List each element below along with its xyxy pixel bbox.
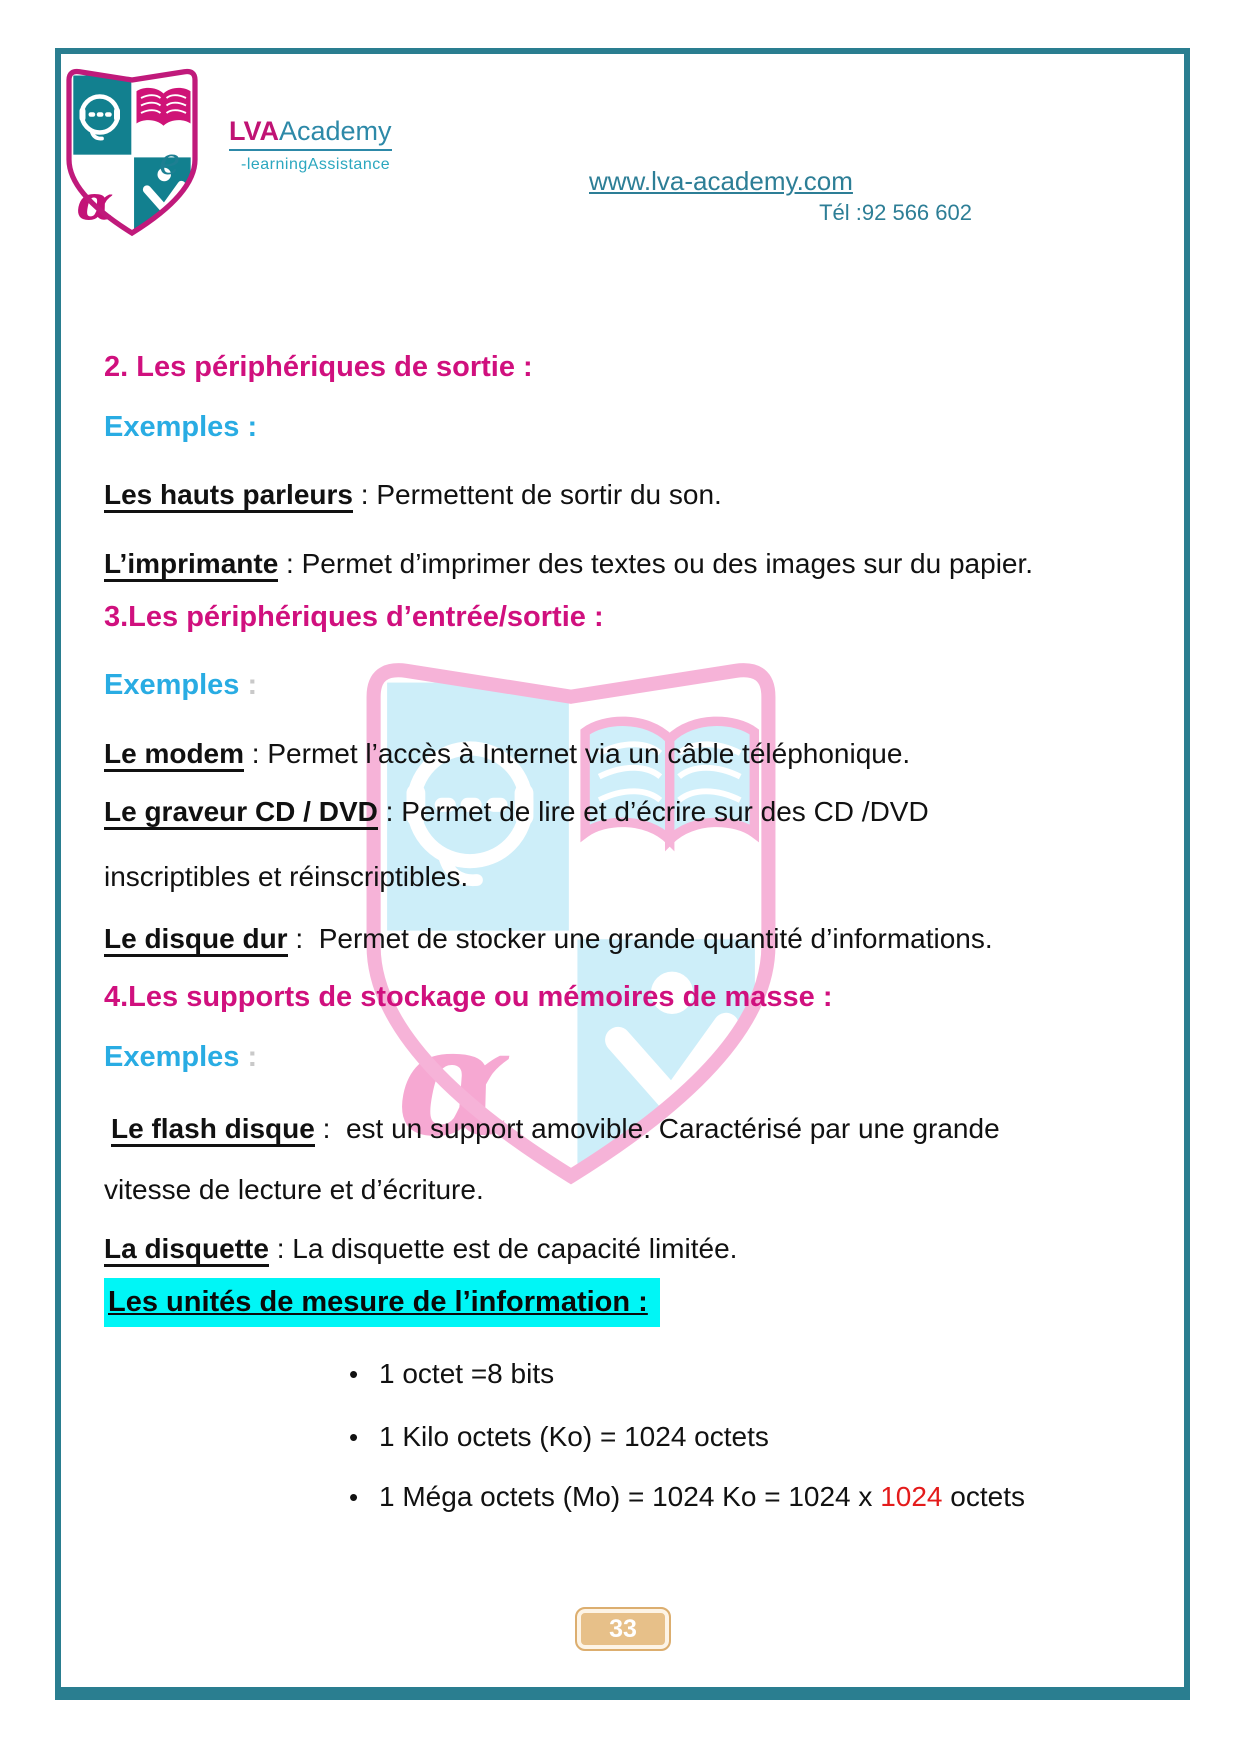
bullet-text: 1 octet =8 bits	[379, 1358, 555, 1389]
desc-floppy: : La disquette est de capacité limitée.	[268, 1233, 738, 1264]
bullet-octet	[349, 1358, 554, 1390]
heading-supports-stockage: 4.Les supports de stockage ou mémoires de masse :	[104, 981, 833, 1013]
desc-hdd: : Permet de stocker une grande quantité d’informations.	[287, 923, 993, 954]
bullet-text-red: 1024	[880, 1481, 943, 1512]
brand-e-script: e	[159, 142, 181, 183]
entry-floppy	[104, 1233, 737, 1265]
desc-flash: : est un support amovible. Caractérisé par une grande	[314, 1113, 1000, 1144]
exemples-text: Exemples	[104, 411, 240, 443]
brand-lva: LVA	[229, 116, 279, 146]
phone-number: Tél :92 566 602	[819, 200, 972, 225]
bullet-mega	[349, 1481, 1025, 1513]
entry-modem	[104, 738, 910, 770]
entry-burner-line2: inscriptibles et réinscriptibles.	[104, 861, 469, 892]
desc-speakers: : Permettent de sortir du son.	[352, 479, 722, 510]
entry-burner-line1	[104, 796, 929, 828]
book-icon	[137, 88, 191, 126]
term-speakers: Les hauts parleurs	[104, 479, 353, 513]
bullet-icon: •	[349, 1422, 359, 1452]
lva-academy-logo-icon	[57, 68, 207, 239]
exemples-colon: :	[239, 411, 258, 443]
entry-flash-line2: vitesse de lecture et d’écriture.	[104, 1174, 484, 1205]
bullet-text: 1 Kilo octets (Ko) = 1024 octets	[379, 1421, 769, 1452]
term-modem: Le modem	[104, 738, 244, 772]
units-heading: Les unités de mesure de l’information :	[104, 1278, 660, 1327]
entry-flash-line1	[111, 1113, 1000, 1145]
exemples-colon: :	[239, 669, 258, 701]
exemples-label-3	[104, 1041, 257, 1074]
term-printer: L’imprimante	[104, 548, 278, 582]
entry-printer	[104, 548, 1033, 580]
exemples-text: Exemples	[104, 669, 240, 701]
bullet-kilo	[349, 1421, 769, 1453]
bullet-icon: •	[349, 1359, 359, 1389]
desc-printer: : Permet d’imprimer des textes ou des images sur du papier.	[278, 548, 1034, 579]
page-number: 33	[609, 1614, 637, 1643]
brand-title	[229, 116, 392, 151]
term-burner: Le graveur CD / DVD	[104, 796, 378, 830]
brand-tagline: -learningAssistance	[241, 156, 391, 173]
alpha-glyph: α	[76, 175, 114, 232]
heading-peripheriques-entree-sortie: 3.Les périphériques d’entrée/sortie :	[104, 601, 604, 633]
heading-peripheriques-sortie: 2. Les périphériques de sortie :	[104, 351, 533, 383]
bullet-text-post: octets	[942, 1481, 1025, 1512]
page-number-badge	[575, 1607, 671, 1651]
website-link[interactable]: www.lva-academy.com	[589, 166, 853, 196]
brand-academy: Academy	[279, 116, 392, 146]
term-floppy: La disquette	[104, 1233, 269, 1267]
alpha-glyph: α	[397, 993, 513, 1170]
term-hdd: Le disque dur	[104, 923, 288, 957]
desc-modem: : Permet l’accès à Internet via un câble téléphonique.	[244, 738, 911, 769]
entry-speakers	[104, 479, 722, 511]
units-heading-wrap	[104, 1278, 660, 1327]
desc-burner: : Permet de lire et d’écrire sur des CD /DVD	[377, 796, 929, 827]
bullet-icon: •	[349, 1482, 359, 1512]
page-frame	[55, 48, 1190, 1700]
bullet-text-pre: 1 Méga octets (Mo) = 1024 Ko = 1024 x	[379, 1481, 881, 1512]
entry-hdd	[104, 923, 993, 955]
exemples-text: Exemples	[104, 1041, 240, 1073]
exemples-label-2	[104, 669, 257, 702]
exemples-label-1	[104, 411, 257, 444]
term-flash: Le flash disque	[111, 1113, 315, 1147]
exemples-colon: :	[239, 1041, 258, 1073]
